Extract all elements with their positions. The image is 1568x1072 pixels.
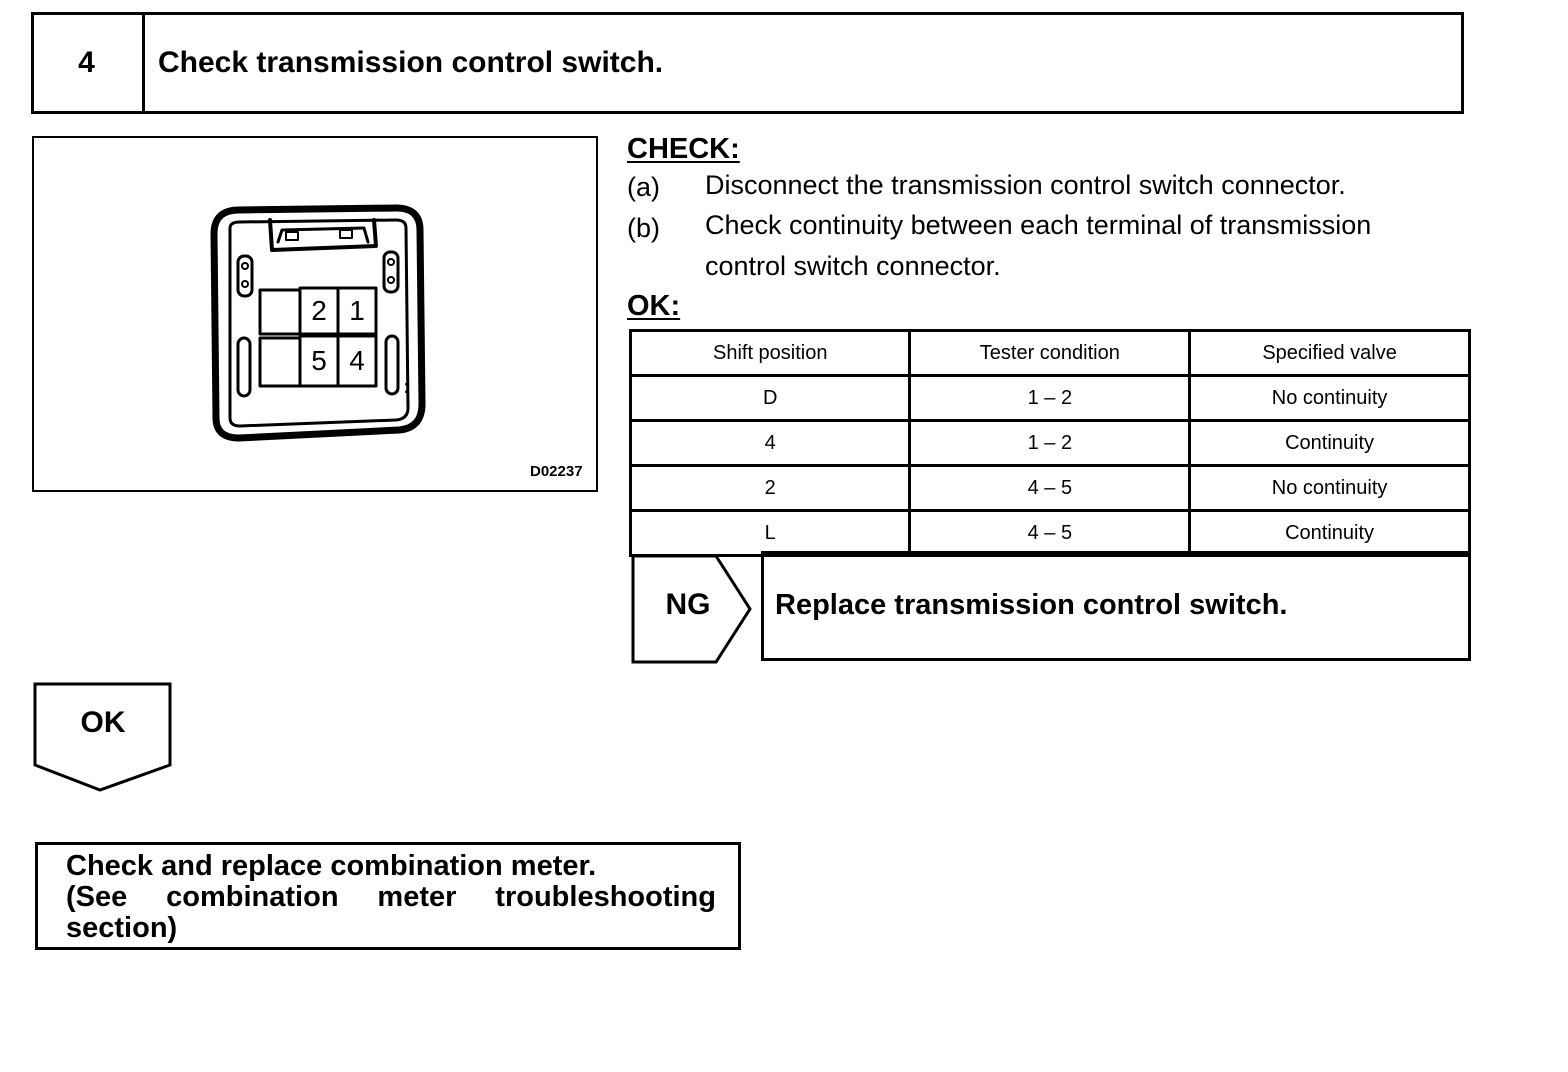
step-b-text: Check continuity between each terminal of transmission (705, 210, 1372, 240)
column-header: Shift position (631, 331, 910, 376)
step-b-label: (b) (627, 213, 660, 243)
next-action-line: Check and replace combination meter. (66, 850, 597, 882)
next-action-line: section) (66, 912, 178, 944)
cell-shift-position: 2 (631, 466, 910, 511)
step-a-text: Disconnect the transmission control switch connector. (705, 170, 1346, 200)
ok-heading: OK: (627, 290, 681, 322)
ok-label: OK (80, 706, 126, 739)
cell-shift-position: 4 (631, 421, 910, 466)
step-b-text-cont: control switch connector. (705, 251, 1001, 281)
pin-label: 1 (349, 295, 365, 326)
next-action-text (66, 851, 716, 944)
cell-tester-condition: 1 – 2 (910, 376, 1190, 421)
table-row (631, 376, 1470, 421)
next-action-line: (See combination meter troubleshooting (66, 881, 716, 913)
cell-shift-position: L (631, 511, 910, 556)
cell-tester-condition: 1 – 2 (910, 421, 1190, 466)
ng-label: NG (665, 588, 711, 621)
column-header: Specified valve (1190, 331, 1470, 376)
pin-label: 2 (311, 295, 327, 326)
connector-diagram (34, 138, 596, 490)
cell-specified-value: Continuity (1190, 421, 1470, 466)
cell-specified-value: Continuity (1190, 511, 1470, 556)
cell-shift-position: D (631, 376, 910, 421)
figure-code: D02237 (530, 463, 583, 480)
cell-specified-value: No continuity (1190, 466, 1470, 511)
cell-specified-value: No continuity (1190, 376, 1470, 421)
connector-figure (32, 136, 598, 492)
table-header-row (631, 331, 1470, 376)
column-header: Tester condition (910, 331, 1190, 376)
check-heading: CHECK: (627, 133, 740, 165)
ng-action-text: Replace transmission control switch. (775, 589, 1288, 621)
step-number: 4 (31, 12, 145, 114)
cell-tester-condition: 4 – 5 (910, 466, 1190, 511)
spec-table (629, 329, 1471, 557)
table-row (631, 421, 1470, 466)
step-title: Check transmission control switch. (158, 46, 664, 79)
table-row (631, 511, 1470, 556)
pin-label: 5 (311, 345, 327, 376)
step-a-label: (a) (627, 172, 660, 202)
pin-label: 4 (349, 345, 365, 376)
table-row (631, 466, 1470, 511)
cell-tester-condition: 4 – 5 (910, 511, 1190, 556)
